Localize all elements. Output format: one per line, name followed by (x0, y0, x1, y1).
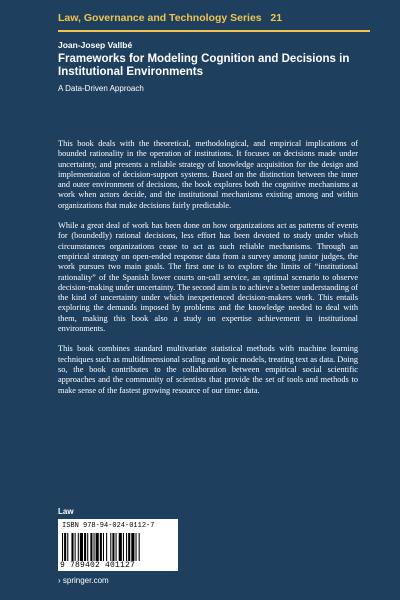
series-header (58, 12, 282, 24)
blurb-paragraph: This book deals with the theoretical, methodological, and empirical implications of bounded rationality in the operation of institutions. It focuses on decisions made under uncertainty, and presents a reliable strategy of knowledge acquisition for the design and implementation of decision-support systems. Based on the distinction between the inner and outer environment of decisions, the book explores both the cognitive mechanisms at work when actors decide, and the institutional mechanisms existing among and within organizations that make decisions fairly predictable. (58, 139, 358, 210)
series-volume: 21 (270, 12, 283, 24)
book-title: Frameworks for Modeling Cognition and Decisions in Institutional Environments (58, 53, 350, 78)
header-divider (58, 30, 370, 32)
blurb-paragraph: This book combines standard multivariate statistical methods with machine learning techniques such as multidimensional scaling and topic models, treating text as data. Doing so, the book contributes to the collaboration between empirical social scientific approaches and the community of scientists that provide the set of tools and methods to make sense of the fastest growing resource of our time: data. (58, 344, 359, 395)
book-subtitle: A Data-Driven Approach (58, 84, 144, 93)
publisher-link[interactable]: › springer.com (58, 576, 109, 585)
blurb-paragraph: While a great deal of work has been done on how organizations act as patterns of events for (boundedly) rational decisions, less effort has been devoted to study under which circumstances organizations cease to act as such reliable mechanisms. Through an empirical strategy on open-ended response data from a survey among junior judges, the work pursues two main goals. The first one is to explore the limits of “institutional rationality” of the Spanish lower courts on-call service, an optimal scenario to observe decision-making under uncertainty. The second aim is to achieve a better understanding of the kind of uncertainty under which inexperienced decision-makers work. This entails exploring the demands imposed by problems and the knowledge needed to deal with them, making this book also a study on expertise achievement in institutional environments. (58, 221, 358, 334)
barcode-digits: 9 789402 401127 (60, 561, 136, 570)
barcode-icon (62, 533, 174, 561)
category-label: Law (58, 507, 74, 516)
author-name: Joan-Josep Vallbé (58, 40, 133, 50)
isbn-barcode (58, 519, 178, 571)
isbn-text: ISBN 978-94-024-0112-7 (62, 522, 155, 530)
series-label: Law, Governance and Technology Series (58, 12, 262, 24)
blurb (58, 139, 358, 406)
